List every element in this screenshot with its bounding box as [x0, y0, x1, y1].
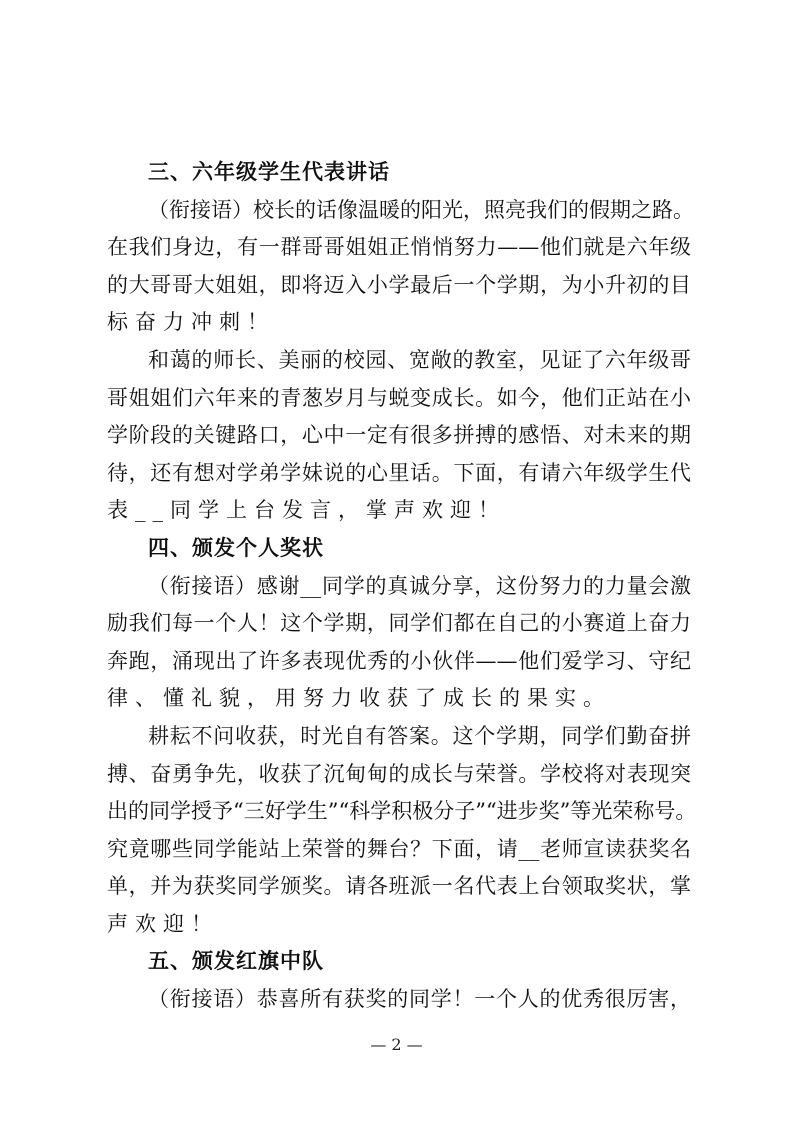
paragraph-line: 标奋力冲刺！	[107, 310, 275, 335]
paragraph-line: （衔接语）恭喜所有获奖的同学！一个人的优秀很厉害，	[148, 987, 691, 1012]
paragraph	[107, 568, 691, 718]
paragraph-line: 搏、奋勇争先，收获了沉甸甸的成长与荣誉。学校将对表现突	[107, 761, 691, 786]
paragraph-line: 待，还有想对学弟学妹说的心里话。下面，有请六年级学生代	[107, 460, 691, 485]
section-heading	[107, 530, 691, 568]
paragraph-line: 励我们每一个人！这个学期，同学们都在自己的小赛道上奋力	[107, 611, 691, 636]
paragraph-line: 哥姐姐们六年来的青葱岁月与蜕变成长。如今，他们正站在小	[107, 385, 691, 410]
paragraph-line: 在我们身边，有一群哥哥姐姐正悄悄努力——他们就是六年级	[107, 235, 691, 260]
paragraph-line: 的大哥哥大姐姐，即将迈入小学最后一个学期，为小升初的目	[107, 272, 691, 297]
paragraph-line: 和蔼的师长、美丽的校园、宽敞的教室，见证了六年级哥	[148, 347, 691, 372]
paragraph-line: 学阶段的关键路口，心中一定有很多拼搏的感悟、对未来的期	[107, 423, 691, 448]
heading-text: 三、六年级学生代表讲话	[148, 160, 390, 184]
paragraph-line: 究竟哪些同学能站上荣誉的舞台？下面，请__老师宣读获奖名	[107, 836, 691, 861]
paragraph	[107, 192, 694, 342]
document-body	[107, 154, 697, 1019]
section-heading	[107, 154, 691, 192]
paragraph	[107, 342, 691, 530]
paragraph-line: 单，并为获奖同学颁奖。请各班派一名代表上台领取奖状，掌	[107, 874, 691, 899]
paragraph-line: （衔接语）校长的话像温暖的阳光，照亮我们的假期之路。	[148, 197, 694, 222]
paragraph-line: 出的同学授予“三好学生”“科学积极分子”“进步奖”等光荣称号。	[107, 799, 697, 824]
paragraph-line: 奔跑，涌现出了许多表现优秀的小伙伴——他们爱学习、守纪	[107, 648, 691, 673]
page-number: — 2 —	[370, 1035, 423, 1054]
paragraph	[107, 981, 691, 1019]
paragraph-line: 律、懂礼貌，用努力收获了成长的果实。	[107, 686, 611, 711]
paragraph-line: 耕耘不问收获，时光自有答案。这个学期，同学们勤奋拼	[148, 723, 691, 748]
paragraph-line: 表__同学上台发言，掌声欢迎！	[107, 498, 506, 523]
section-heading	[107, 943, 691, 981]
paragraph-line: （衔接语）感谢__同学的真诚分享，这份努力的力量会激	[148, 573, 691, 598]
paragraph-line: 声欢迎！	[107, 911, 219, 936]
heading-text: 五、颁发红旗中队	[148, 949, 324, 974]
paragraph	[107, 718, 697, 944]
heading-text: 四、颁发个人奖状	[148, 535, 324, 560]
